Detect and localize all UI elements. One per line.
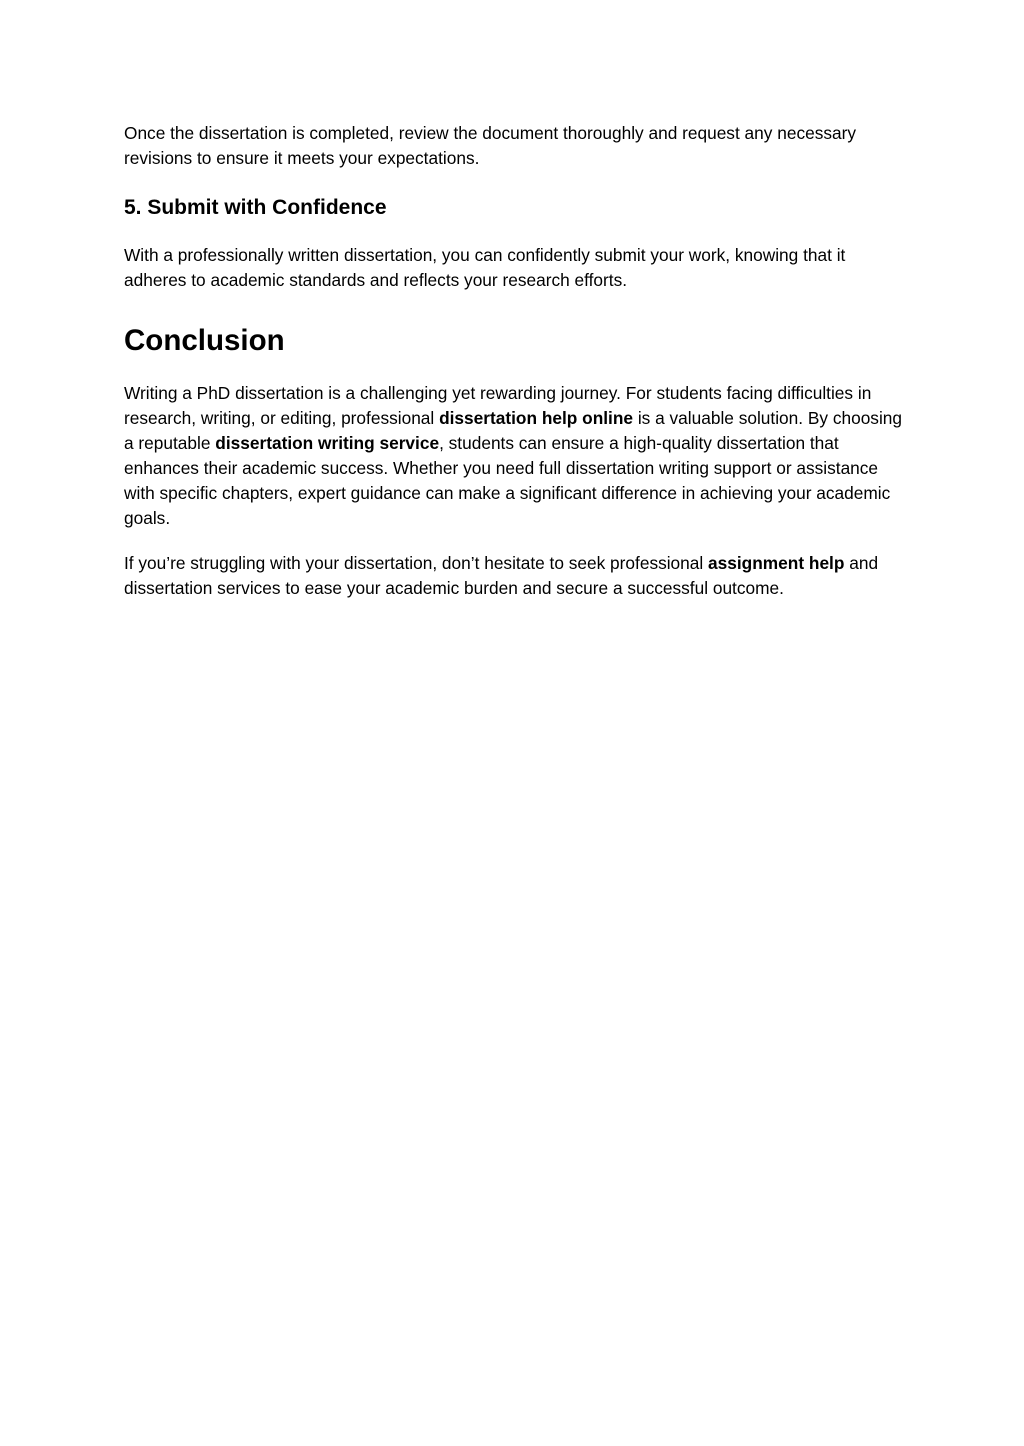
conclusion-p1-bold-2: dissertation writing service [215, 433, 440, 453]
conclusion-p2-bold-1: assignment help [708, 553, 845, 573]
conclusion-p1-bold-1: dissertation help online [439, 408, 634, 428]
conclusion-p1-text-1: Writing a PhD dissertation is a challenging yet rewarding journey. For students facing difficulties in research, writing, or editing, professional [124, 383, 872, 428]
conclusion-p2-text-2: and dissertation services to ease your academic burden and secure a successful outcome. [124, 553, 879, 598]
conclusion-p2-text-1: If you’re struggling with your dissertation, don’t hesitate to seek professional [124, 553, 709, 573]
conclusion-paragraph-2 [124, 551, 906, 601]
conclusion-paragraph-1 [124, 381, 906, 531]
conclusion-p1-text-3: , students can ensure a high-quality dissertation that enhances their academic success. Whether you need full dissertation writing support or assistance with specific chapters, expert guidance can make a significant difference in achieving your academic goals. [124, 433, 891, 528]
conclusion-heading: Conclusion [124, 324, 285, 357]
section-5-paragraph: With a professionally written dissertation, you can confidently submit your work, knowing that it adheres to academic standards and reflects your research efforts. [124, 245, 846, 290]
review-paragraph: Once the dissertation is completed, review the document thoroughly and request any necessary revisions to ensure it meets your expectations. [124, 123, 856, 168]
document-body [124, 121, 906, 601]
section-5-heading: 5. Submit with Confidence [124, 196, 387, 219]
conclusion-p1-text-2: is a valuable solution. By choosing a reputable [124, 408, 903, 453]
